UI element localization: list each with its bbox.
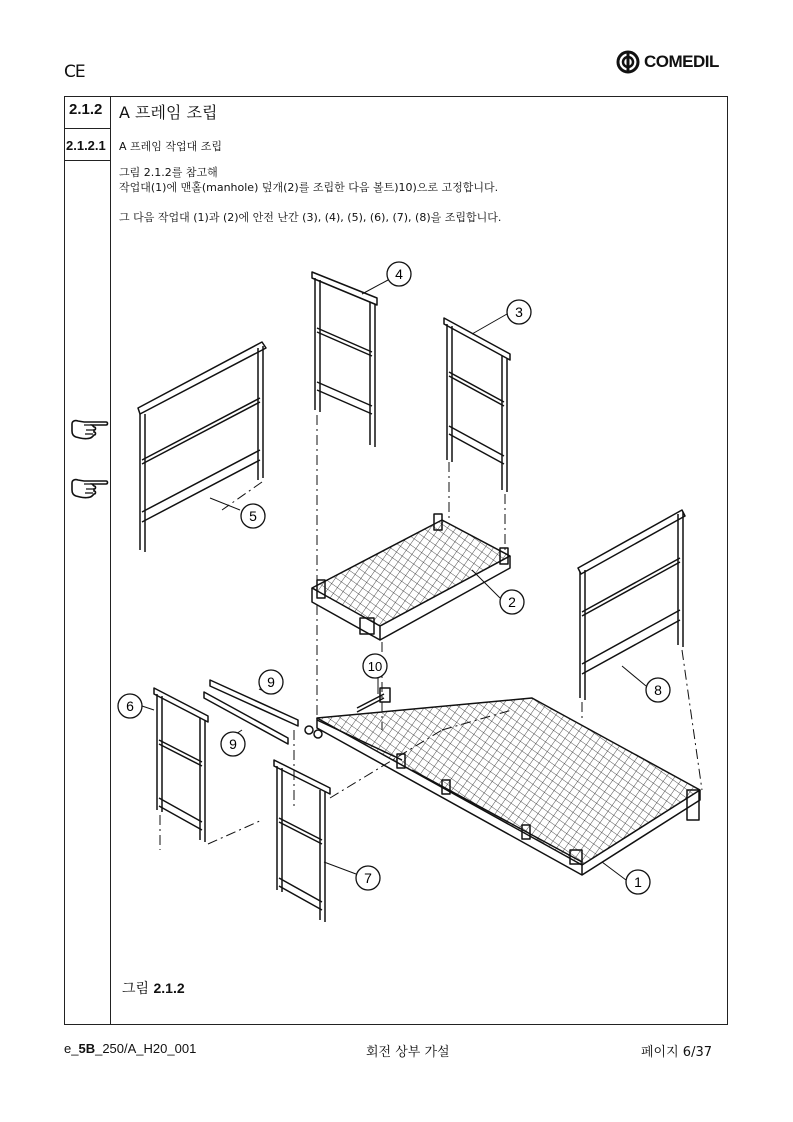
- railing-part-6: [154, 688, 208, 842]
- svg-text:10: 10: [367, 659, 383, 674]
- callout-9: [221, 732, 245, 756]
- footer-section-title: 회전 상부 가설: [366, 1045, 450, 1060]
- callout-2: [500, 590, 524, 614]
- svg-text:9: 9: [267, 674, 275, 690]
- section-title: A 프레임 조립: [119, 103, 218, 122]
- instruction-paragraph-1: [119, 165, 498, 195]
- platform-part-1: [317, 698, 700, 875]
- railing-part-4: [312, 272, 377, 447]
- callout-3: [507, 300, 531, 324]
- railing-part-3: [444, 318, 510, 492]
- svg-text:5: 5: [249, 508, 257, 524]
- callout-7: [356, 866, 380, 890]
- instruction-line-1: 그림 2.1.2를 참고해: [119, 166, 218, 179]
- callout-8: [646, 678, 670, 702]
- callout-5: [241, 504, 265, 528]
- svg-text:8: 8: [654, 682, 662, 698]
- callout-10: [363, 654, 387, 678]
- ce-mark: CE: [64, 62, 85, 82]
- subsection-number: 2.1.2.1: [66, 138, 106, 153]
- subsection-title: A 프레임 작업대 조립: [119, 140, 223, 153]
- figure-caption: 그림 2.1.2: [122, 980, 185, 997]
- section-number-column: [64, 96, 111, 1025]
- document-code: e_5B_250/A_H20_001: [64, 1041, 197, 1056]
- section-number: 2.1.2: [69, 101, 103, 118]
- section-divider: [64, 128, 111, 129]
- instruction-line-2: 작업대(1)에 맨홀(manhole) 덮개(2)를 조립한 다음 볼트)10)으로 고정합니다.: [119, 181, 499, 194]
- callout-6: [118, 694, 142, 718]
- svg-text:9: 9: [229, 736, 237, 752]
- pointing-hand-icon: [70, 477, 110, 499]
- railing-part-7: [274, 760, 330, 922]
- toeboard-part-9: [204, 680, 298, 744]
- svg-text:7: 7: [364, 870, 372, 886]
- svg-text:1: 1: [634, 874, 642, 890]
- svg-text:6: 6: [126, 698, 134, 714]
- svg-text:2: 2: [508, 594, 516, 610]
- callout-1: [626, 870, 650, 894]
- manhole-cover-part-2: [312, 514, 510, 640]
- svg-text:4: 4: [395, 266, 403, 282]
- pointing-hand-icon: [70, 418, 110, 440]
- comedil-logo-icon: [616, 50, 640, 74]
- svg-text:3: 3: [515, 304, 523, 320]
- page-number: 페이지 6/37: [641, 1045, 712, 1060]
- brand-name: COMEDIL: [644, 52, 719, 71]
- railing-part-8: [578, 510, 685, 700]
- callout-9: [259, 670, 283, 694]
- instruction-paragraph-2: [119, 210, 501, 225]
- instruction-line-3: 그 다음 작업대 (1)과 (2)에 안전 난간 (3), (4), (5), (6), (7), (8)을 조립합니다.: [119, 211, 502, 224]
- assembly-diagram: [112, 250, 728, 960]
- comedil-logo: [616, 50, 719, 74]
- callout-4: [387, 262, 411, 286]
- subsection-divider: [64, 160, 111, 161]
